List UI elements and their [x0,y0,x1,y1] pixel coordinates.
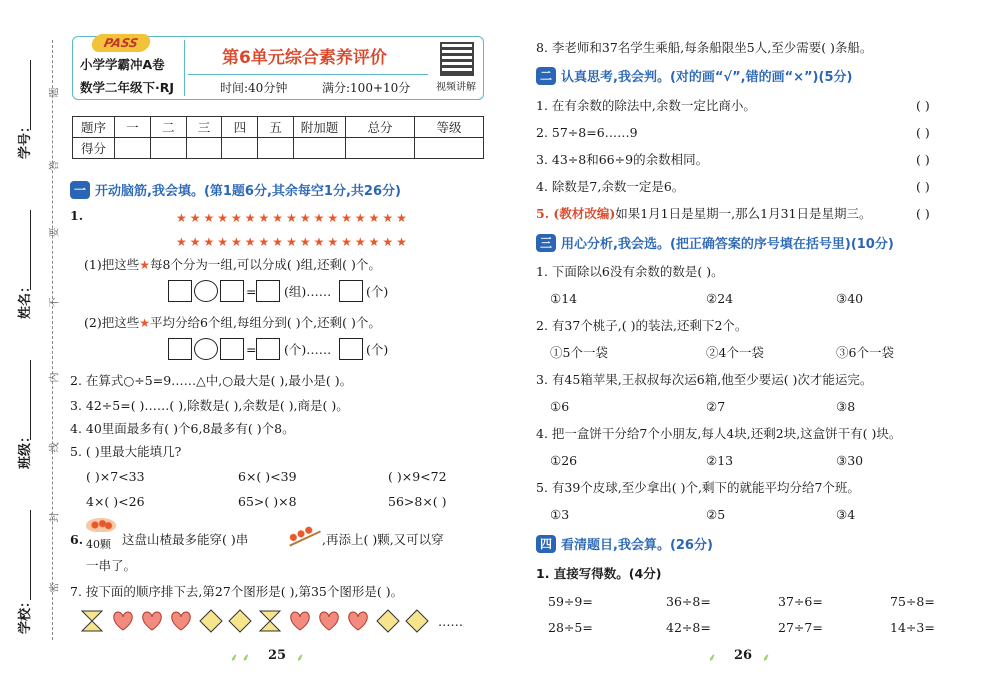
choice-question: 3. 有45箱苹果,王叔叔每次运6箱,他至少要运( )次才能运完。 [536,372,873,387]
heart-shape [349,612,368,630]
seal-char: 不 [49,297,61,308]
calc-heading: 1. 直接写得数。(4分) [536,566,662,581]
page-number-left: 25 [268,648,287,663]
score-cell: 二 [150,117,186,138]
q2: 2. 在算式○÷5=9……△中,○最大是( ),最小是( )。 [70,373,353,388]
diamond-shape [229,610,251,632]
judge-answer[interactable]: ( ) [916,206,930,221]
choice-option[interactable]: ①6 [550,399,570,414]
name-line [30,210,31,290]
q5-head: 5. ( )里最大能填几? [70,444,182,459]
section-3-heading [536,233,894,252]
section-1-title: 开动脑筋,我会填。(第1题6分,其余每空1分,共26分) [95,184,401,199]
choice-question: 5. 有39个皮球,至少拿出( )个,剩下的就能平均分给7个班。 [536,480,860,495]
seal-char: 题 [49,87,61,98]
answer-box[interactable] [339,280,363,302]
section-3-badge: 三 [536,234,556,252]
school-label: 学校： [18,594,34,635]
candied-hawthorn-skewer-icon [285,521,321,546]
calc-item: 75÷8= [890,594,935,609]
full-score: 满分:100+10分 [322,81,411,95]
sprout-icon: ⸙ [762,651,771,664]
score-input[interactable] [186,138,222,159]
q6-number: 6. [70,532,84,547]
choice-option[interactable]: ③6个一袋 [836,345,894,360]
judge-item: 2. 57÷8=6……9 [536,125,638,140]
equals-sign: = [246,342,257,357]
score-cell: 五 [258,117,294,138]
judge-item: 5. (教材改编)如果1月1日是星期一,那么1月31日是星期三。 [536,206,872,221]
judge-answer[interactable]: ( ) [916,125,930,140]
q5-item: ( )×7<33 [86,469,145,484]
operator-circle[interactable] [194,338,218,360]
score-cell: 附加题 [294,117,346,138]
sprout-icon: ⸙ ⸙ [230,651,250,664]
student-id-line [30,60,31,130]
choice-option[interactable]: ②24 [706,291,734,306]
hourglass-shape [82,611,102,631]
shape-sequence [80,608,480,634]
pass-logo: PASS [90,34,152,52]
choice-question: 2. 有37个桃子,( )的装法,还剩下2个。 [536,318,748,333]
school-line [30,510,31,600]
judge-answer[interactable]: ( ) [916,98,930,113]
subject-grade: 数学二年级下·RJ [80,80,175,95]
answer-box[interactable] [168,280,192,302]
operator-circle[interactable] [194,280,218,302]
section-4-badge: 四 [536,535,556,553]
section-1-heading [70,180,401,199]
choice-option[interactable]: ①26 [550,453,578,468]
video-explain-label: 视频讲解 [436,82,476,93]
calc-item: 37÷6= [778,594,823,609]
q1-eq-unit: (个) [366,284,389,299]
seal-char: 要 [49,227,61,238]
q5-item: 4×( )<26 [86,494,145,509]
judge-item: 4. 除数是7,余数一定是6。 [536,179,685,194]
score-table-score-row [73,138,484,159]
binding-line [52,40,53,640]
q1-sub1: (1)把这些★每8个分为一组,可以分成( )组,还剩( )个。 [84,257,381,272]
judge-item: 3. 43÷8和66÷9的余数相同。 [536,152,709,167]
calc-item: 42÷8= [666,620,711,635]
answer-box[interactable] [220,280,244,302]
choice-question: 1. 下面除以6没有余数的数是( )。 [536,264,724,279]
heart-shape [291,612,310,630]
heart-shape [172,612,191,630]
shape-ellipsis: …… [438,614,463,629]
choice-option[interactable]: ③30 [836,453,864,468]
choice-question: 4. 把一盒饼干分给7个小朋友,每人4块,还剩2块,这盒饼干有( )块。 [536,426,902,441]
q1-number: 1. [70,208,84,223]
score-input[interactable] [150,138,186,159]
brand-name: 小学学霸冲A卷 [80,57,165,72]
section-2-badge: 二 [536,67,556,85]
q7: 7. 按下面的顺序排下去,第27个图形是( ),第35个图形是( )。 [70,584,404,599]
choice-option[interactable]: ①14 [550,291,578,306]
seal-char: 线 [49,442,61,453]
calc-item: 36÷8= [666,594,711,609]
q6-count: 40颗 [86,538,111,551]
section-4-heading [536,534,713,553]
judge-item: 1. 在有余数的除法中,余数一定比商小。 [536,98,756,113]
hourglass-shape [260,611,280,631]
q4: 4. 40里面最多有( )个6,8最多有( )个8。 [70,421,295,436]
class-label: 班级： [18,429,34,470]
q1-eq-unit: (个)…… [284,342,332,357]
q5-item: 56>8×( ) [388,494,447,509]
score-input[interactable] [258,138,294,159]
q5-item: 6×( )<39 [238,469,297,484]
q6-text: 这盘山楂最多能穿( )串 [122,532,249,547]
answer-box[interactable] [168,338,192,360]
star-icon: ★ [139,316,150,330]
score-input[interactable] [294,138,346,159]
choice-option[interactable]: ③40 [836,291,864,306]
heart-shape [320,612,339,630]
star-row-1: ★★★★★★★★★★★★★★★★★ [176,211,410,225]
q3: 3. 42÷5=( )……( ),除数是( ),余数是( ),商是( )。 [70,398,349,413]
section-3-title: 用心分析,我会选。(把正确答案的序号填在括号里)(10分) [561,237,894,252]
choice-option[interactable]: ②13 [706,453,734,468]
name-label: 姓名： [18,279,34,320]
answer-box[interactable] [339,338,363,360]
student-id-label: 学号： [18,119,34,160]
score-cell: 题序 [73,117,115,138]
calc-item: 14÷3= [890,620,935,635]
hawthorn-plate-icon [86,518,116,532]
star-row-2: ★★★★★★★★★★★★★★★★★ [176,235,410,249]
diamond-shape [377,610,399,632]
answer-box[interactable] [256,338,280,360]
judge-answer[interactable]: ( ) [916,152,930,167]
seal-char: 密 [49,582,61,593]
choice-option[interactable]: ③8 [836,399,856,414]
seal-char: 封 [49,512,61,523]
header-divider [184,40,185,96]
score-input[interactable] [346,138,415,159]
star-icon: ★ [139,258,150,272]
score-cell: 三 [186,117,222,138]
sprout-icon: ⸙ [708,651,717,664]
page-number-right: 26 [734,648,753,663]
seal-char: 答 [49,160,61,171]
score-cell: 一 [115,117,151,138]
q1-eq-unit: (个) [366,342,389,357]
choice-option[interactable]: ②4个一袋 [706,345,764,360]
sprout-icon: ⸙ [296,651,305,664]
q1-sub2: (2)把这些★平均分给6个组,每组分到( )个,还剩( )个。 [84,315,381,330]
answer-box[interactable] [220,338,244,360]
choice-option[interactable]: ①3 [550,507,570,522]
calc-item: 59÷9= [548,594,593,609]
judge-answer[interactable]: ( ) [916,179,930,194]
q5-item: ( )×9<72 [388,469,447,484]
score-table-header-row [73,117,484,138]
title-rule [188,74,428,75]
score-input[interactable] [415,138,484,159]
diamond-shape [406,610,428,632]
section-1-badge: 一 [70,181,90,199]
textbook-adapted-tag: 5. (教材改编) [536,206,616,221]
score-table [72,116,484,159]
answer-box[interactable] [256,280,280,302]
qr-code-icon[interactable] [440,42,474,76]
q6-text: ,再添上( )颗,又可以穿 [322,532,444,547]
section-2-heading [536,66,852,85]
exam-time: 时间:40分钟 [220,81,288,95]
choice-option[interactable]: ②5 [706,507,726,522]
score-cell: 等级 [415,117,484,138]
q8: 8. 李老师和37名学生乘船,每条船限坐5人,至少需要( )条船。 [536,40,873,55]
class-line [30,360,31,440]
choice-option[interactable]: ②7 [706,399,726,414]
diamond-shape [200,610,222,632]
seal-char: 内 [49,372,61,383]
score-cell: 总分 [346,117,415,138]
section-2-title: 认真思考,我会判。(对的画“√”,错的画“×”)(5分) [561,70,853,85]
calc-item: 27÷7= [778,620,823,635]
score-input[interactable] [115,138,151,159]
equals-sign: = [246,284,257,299]
score-cell: 得分 [73,138,115,159]
score-input[interactable] [222,138,258,159]
q5-item: 65>( )×8 [238,494,297,509]
choice-option[interactable]: ①5个一袋 [550,345,608,360]
score-cell: 四 [222,117,258,138]
heart-shape [143,612,162,630]
q1-eq-group: (组)…… [284,284,332,299]
heart-shape [114,612,133,630]
calc-item: 28÷5= [548,620,593,635]
section-4-title: 看清题目,我会算。(26分) [561,538,713,553]
choice-option[interactable]: ③4 [836,507,856,522]
page-title: 第6单元综合素养评价 [222,48,387,68]
q6-text: 一串了。 [86,558,137,573]
